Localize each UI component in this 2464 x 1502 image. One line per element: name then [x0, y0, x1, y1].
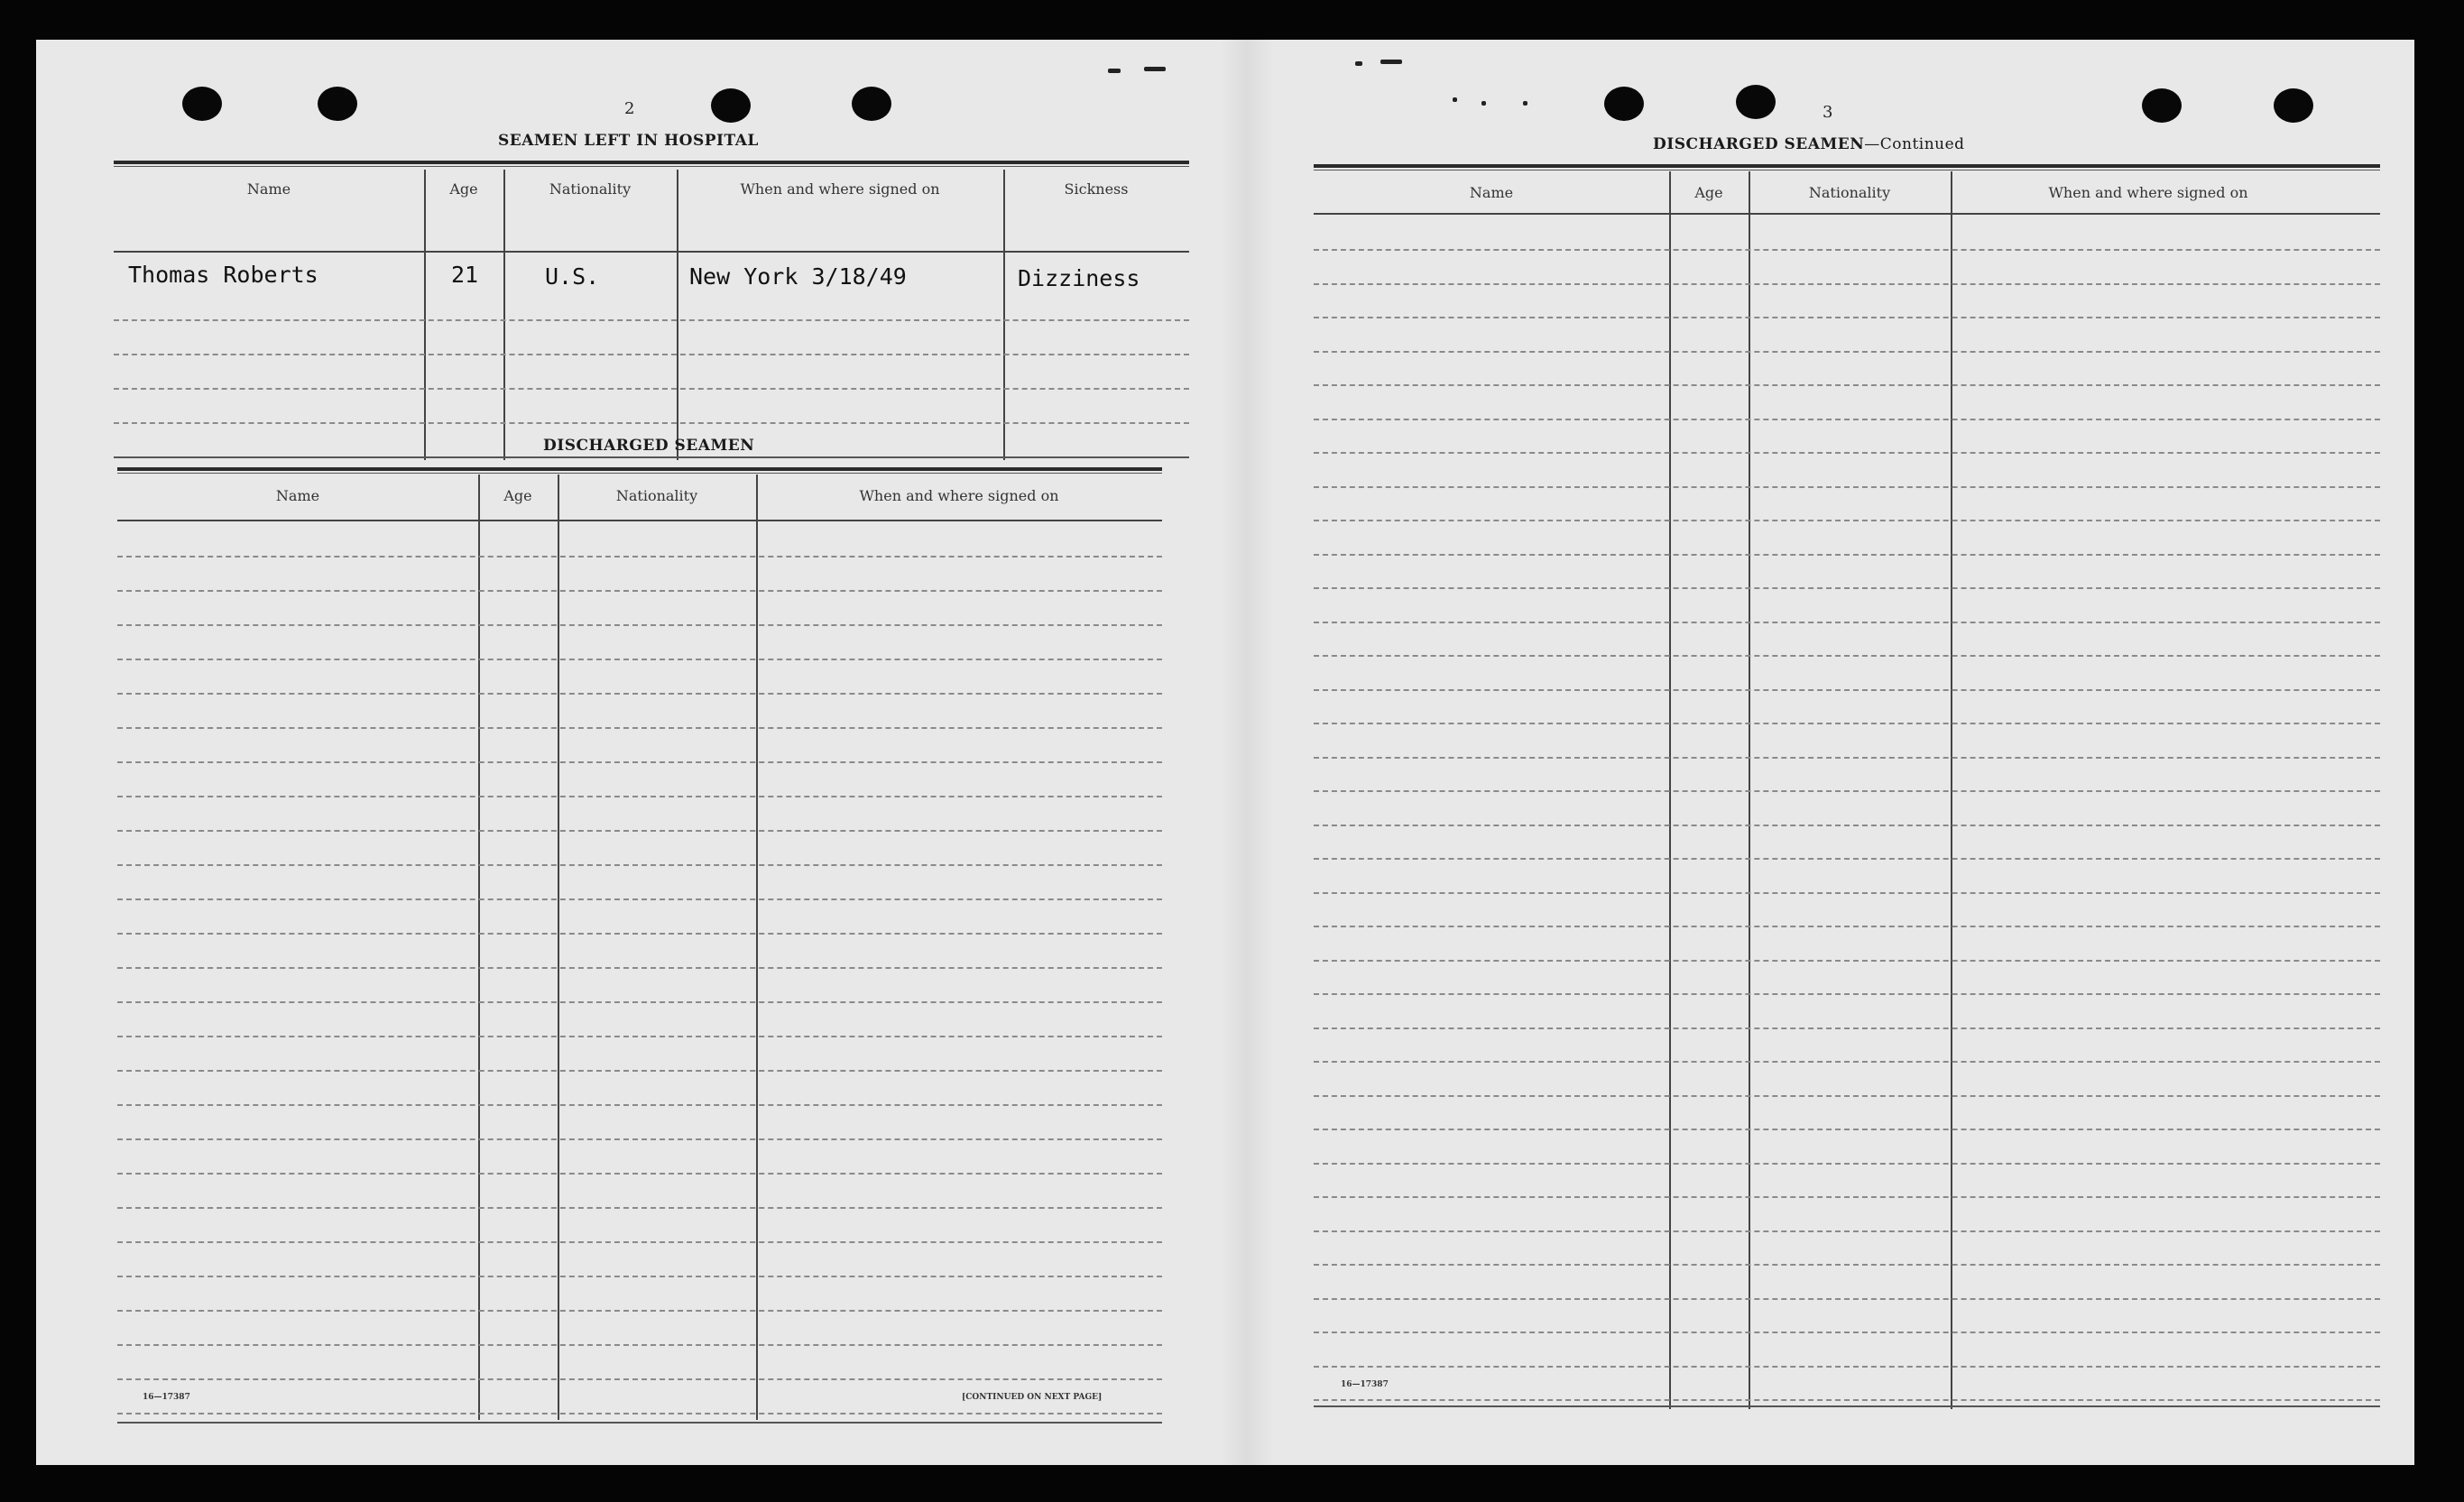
row-line — [1314, 1061, 2380, 1063]
row-line — [114, 422, 1189, 424]
page-number: 3 — [1823, 103, 1833, 122]
entry-name: Thomas Roberts — [128, 262, 318, 288]
row-line — [1314, 1129, 2380, 1130]
binder-hole — [852, 87, 891, 121]
entry-sickness: Dizziness — [1018, 265, 1140, 291]
row-line — [1314, 452, 2380, 454]
row-line — [1314, 689, 2380, 691]
entry-signed-on: New York 3/18/49 — [689, 263, 907, 290]
row-line — [117, 590, 1162, 592]
row-line — [1314, 790, 2380, 792]
column-header-signed-on: When and where signed on — [740, 180, 940, 198]
row-line — [1314, 723, 2380, 724]
column-header-nationality: Nationality — [1808, 184, 1891, 201]
column-header-name: Name — [275, 487, 320, 504]
column-header-signed-on: When and where signed on — [859, 487, 1059, 504]
table-top-rule — [114, 166, 1189, 167]
row-line — [1314, 283, 2380, 285]
row-line — [1314, 520, 2380, 521]
column-header-name: Name — [1469, 184, 1514, 201]
header-rule — [117, 520, 1162, 521]
table-bottom-rule — [1314, 1405, 2380, 1407]
row-line — [117, 1104, 1162, 1106]
column-divider — [478, 475, 480, 1420]
hospital-table — [114, 161, 1189, 460]
row-line — [1314, 993, 2380, 995]
row-line — [117, 830, 1162, 832]
document-sheet — [36, 40, 2414, 1465]
row-line — [117, 898, 1162, 900]
row-line — [114, 388, 1189, 390]
column-header-age: Age — [503, 487, 532, 504]
header-rule — [114, 251, 1189, 253]
row-line — [114, 354, 1189, 355]
title-suffix: —Continued — [1864, 135, 1965, 153]
binder-hole — [2274, 88, 2313, 123]
hospital-section-title: SEAMEN LEFT IN HOSPITAL — [498, 132, 759, 150]
row-line — [117, 1207, 1162, 1209]
page-fold — [1220, 40, 1274, 1465]
row-line — [1314, 587, 2380, 589]
row-line — [117, 1310, 1162, 1312]
table-top-rule — [114, 161, 1189, 164]
discharged-table — [117, 467, 1162, 1427]
row-line — [1314, 486, 2380, 488]
row-line — [117, 659, 1162, 660]
row-line — [117, 556, 1162, 557]
row-line — [117, 761, 1162, 763]
column-header-signed-on: When and where signed on — [2048, 184, 2248, 201]
row-line — [1314, 757, 2380, 759]
row-line — [117, 693, 1162, 695]
binder-hole — [2142, 88, 2182, 123]
row-line — [117, 967, 1162, 969]
row-line — [117, 624, 1162, 626]
row-line — [117, 1070, 1162, 1072]
binder-hole — [1736, 85, 1776, 119]
continued-note: [CONTINUED ON NEXT PAGE] — [962, 1393, 1103, 1402]
row-line — [117, 1276, 1162, 1277]
column-header-nationality: Nationality — [549, 180, 632, 198]
row-line — [1314, 1399, 2380, 1401]
form-number: 16—17387 — [143, 1393, 190, 1402]
page-number: 2 — [624, 99, 635, 118]
column-divider — [424, 170, 426, 460]
row-line — [1314, 249, 2380, 251]
row-line — [1314, 351, 2380, 353]
binder-hole — [1604, 87, 1644, 121]
column-divider — [756, 475, 758, 1420]
table-bottom-rule — [117, 1422, 1162, 1424]
row-line — [1314, 926, 2380, 927]
row-line — [117, 1378, 1162, 1380]
ink-speck — [1144, 67, 1166, 71]
column-divider — [1003, 170, 1005, 460]
row-line — [117, 1173, 1162, 1175]
row-line — [1314, 317, 2380, 318]
binder-hole — [182, 87, 222, 121]
row-line — [1314, 825, 2380, 826]
row-line — [1314, 419, 2380, 420]
row-line — [117, 1036, 1162, 1037]
row-line — [117, 1001, 1162, 1003]
row-line — [1314, 384, 2380, 386]
row-line — [1314, 960, 2380, 962]
row-line — [1314, 1095, 2380, 1097]
row-line — [1314, 554, 2380, 556]
row-line — [1314, 1027, 2380, 1029]
row-line — [1314, 1298, 2380, 1300]
ink-speck — [1355, 61, 1362, 66]
discharged-continued-title — [1653, 135, 1965, 153]
ink-speck — [1481, 101, 1486, 106]
column-header-sickness: Sickness — [1064, 180, 1129, 198]
binder-hole — [318, 87, 357, 121]
binder-hole — [711, 88, 751, 123]
header-rule — [1314, 213, 2380, 215]
row-line — [114, 319, 1189, 321]
column-header-name: Name — [246, 180, 291, 198]
row-line — [1314, 1264, 2380, 1266]
row-line — [117, 1138, 1162, 1140]
row-line — [117, 933, 1162, 935]
entry-age: 21 — [451, 262, 479, 288]
column-header-age: Age — [1694, 184, 1723, 201]
column-header-age: Age — [449, 180, 478, 198]
row-line — [117, 1241, 1162, 1243]
table-bottom-rule — [114, 456, 1189, 458]
title-main: DISCHARGED SEAMEN — [1653, 135, 1865, 153]
row-line — [1314, 1196, 2380, 1198]
row-line — [1314, 1230, 2380, 1232]
row-line — [117, 1344, 1162, 1346]
column-divider — [503, 170, 505, 460]
row-line — [1314, 892, 2380, 894]
row-line — [1314, 858, 2380, 860]
row-line — [1314, 1163, 2380, 1165]
row-line — [1314, 1366, 2380, 1368]
discharged-continued-table — [1314, 164, 2380, 1413]
row-line — [1314, 655, 2380, 657]
ink-speck — [1523, 101, 1527, 106]
row-line — [117, 727, 1162, 729]
column-header-nationality: Nationality — [615, 487, 698, 504]
row-line — [117, 1413, 1162, 1414]
table-top-rule — [117, 467, 1162, 471]
form-number: 16—17387 — [1341, 1380, 1389, 1389]
table-top-rule — [1314, 164, 2380, 168]
row-line — [117, 864, 1162, 866]
entry-nationality: U.S. — [545, 263, 600, 290]
column-divider — [558, 475, 559, 1420]
row-line — [1314, 1332, 2380, 1333]
row-line — [117, 796, 1162, 797]
ink-speck — [1380, 60, 1402, 64]
row-line — [1314, 622, 2380, 623]
discharged-section-title: DISCHARGED SEAMEN — [543, 437, 755, 455]
column-divider — [677, 170, 678, 460]
ink-speck — [1453, 97, 1457, 102]
table-top-rule — [117, 473, 1162, 474]
ink-speck — [1108, 69, 1121, 73]
